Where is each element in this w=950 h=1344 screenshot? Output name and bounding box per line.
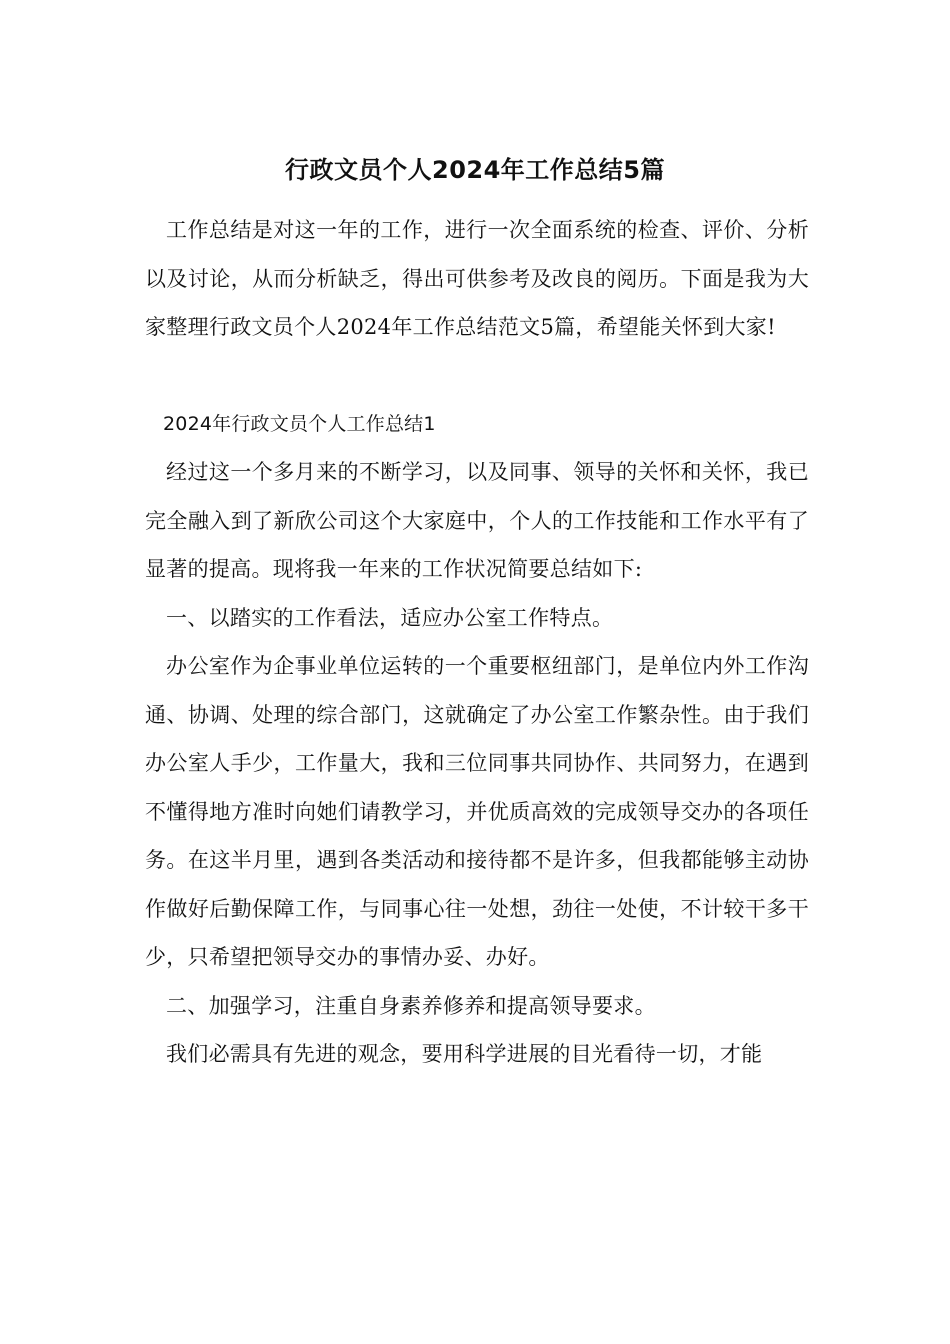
body-paragraph: 我们必需具有先进的观念，要用科学进展的目光看待一切，才能 (166, 1042, 763, 1066)
body-paragraph: 经过这一个多月来的不断学习，以及同事、领导的关怀和关怀，我已完全融入到了新欣公司这个大家庭中，个人的工作技能和工作水平有了显著的提高。现将我一年来的工作状况简要总结如下: (145, 460, 809, 581)
document-title: 行政文员个人2024年工作总结5篇 (285, 156, 665, 184)
intro-paragraph: 工作总结是对这一年的工作，进行一次全面系统的检查、评价、分析以及讨论，从而分析缺乏，得出可供参考及改良的阅历。下面是我为大家整理行政文员个人2024年工作总结范文5篇，希望能关怀到大家! (145, 218, 809, 339)
blank-line (145, 352, 809, 400)
body-paragraph: 办公室作为企事业单位运转的一个重要枢纽部门，是单位内外工作沟通、协调、处理的综合部门，这就确定了办公室工作繁杂性。由于我们办公室人手少，工作量大，我和三位同事共同协作、共同努力，在遇到不懂得地方准时向她们请教学习，并优质高效的完成领导交办的各项任务。在这半月里，遇到各类活动和接待都不是许多，但我都能够主动协作做好后勤保障工作，与同事心往一处想，劲往一处使，不计较干多干少，只希望把领导交办的事情办妥、办好。 (145, 654, 809, 969)
section-heading: 2024年行政文员个人工作总结1 (163, 412, 436, 435)
document-body (145, 206, 809, 1079)
subheading-paragraph: 二、加强学习，注重自身素养修养和提高领导要求。 (166, 993, 656, 1018)
subheading-paragraph: 一、以踏实的工作看法，适应办公室工作特点。 (166, 605, 614, 630)
